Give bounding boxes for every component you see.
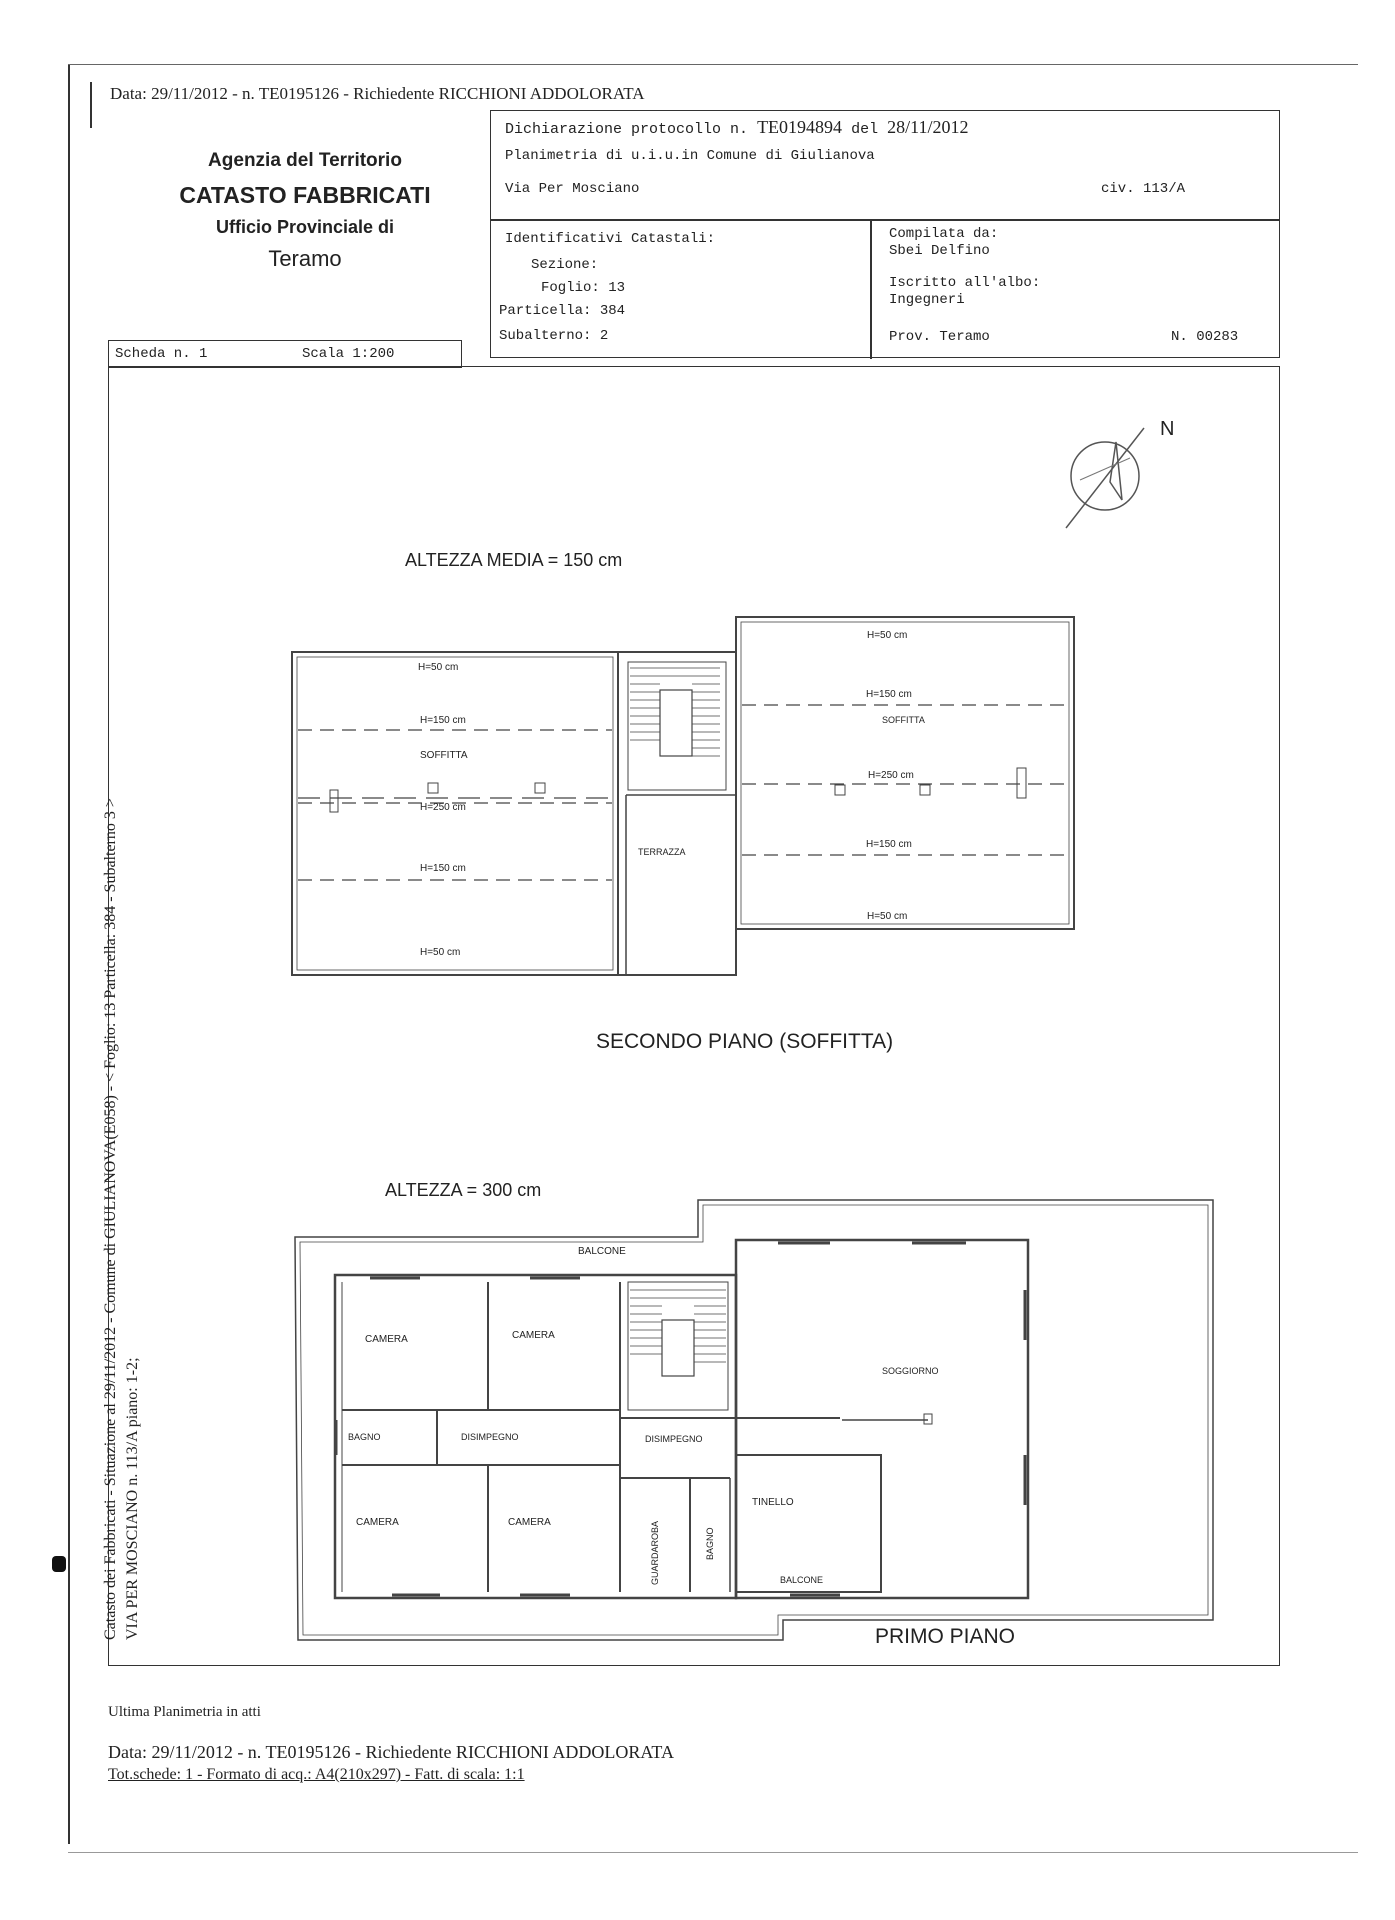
sf-right-h150-bottom: H=150 cm (866, 839, 912, 850)
iscritto-label: Iscritto all'albo: (889, 275, 1041, 291)
footer-data-line: Data: 29/11/2012 - n. TE0195126 - Richiedente RICCHIONI ADDOLORATA (108, 1742, 674, 1762)
ff-camera-1: CAMERA (365, 1334, 408, 1345)
scala-label: Scala 1:200 (302, 346, 395, 362)
protocol-number: TE0194894 (757, 117, 843, 137)
ff-disimpegno-1: DISIMPEGNO (461, 1432, 519, 1442)
civ-line: civ. 113/A (1101, 181, 1186, 197)
identificativi-title: Identificativi Catastali: (505, 231, 716, 247)
sf-right-h50-top: H=50 cm (867, 630, 908, 641)
sf-left-h50-top: H=50 cm (418, 662, 459, 673)
ff-guardaroba: GUARDAROBA (650, 1520, 660, 1585)
provincia-label: Teramo (268, 246, 342, 271)
del-label: del (851, 121, 879, 138)
subalterno-line: Subalterno: 2 (499, 328, 609, 344)
ff-camera-4: CAMERA (508, 1517, 551, 1528)
ff-camera-2: CAMERA (512, 1330, 555, 1341)
iscritto-value: Ingegneri (889, 292, 965, 308)
drawing-frame (108, 366, 1280, 1666)
frame-top-line (68, 64, 1358, 65)
declaration-box (490, 110, 1280, 358)
footer-ultima: Ultima Planimetria in atti (108, 1704, 261, 1720)
scan-mark (52, 1556, 66, 1572)
agency-name: Agenzia del Territorio (208, 150, 402, 171)
sf-terrace: TERRAZZA (638, 847, 686, 857)
foglio-line: Foglio: 13 (541, 280, 626, 296)
compilata-label: Compilata da: (889, 226, 999, 242)
footer-tot-line: Tot.schede: 1 - Formato di acq.: A4(210x297) - Fatt. di scala: 1:1 (108, 1766, 525, 1783)
compass-north-label: N (1160, 418, 1175, 440)
numero-line: N. 00283 (1171, 329, 1239, 345)
protocol-date: 28/11/2012 (887, 117, 969, 137)
second-floor-height-note: ALTEZZA MEDIA = 150 cm (405, 550, 623, 570)
second-floor-title: SECONDO PIANO (SOFFITTA) (596, 1030, 894, 1053)
scheda-box (108, 340, 462, 368)
sezione-line: Sezione: (531, 257, 599, 273)
ff-bagno-1: BAGNO (348, 1432, 381, 1442)
side-text-1: Catasto dei Fabbricati - Situazione al 29/11/2012 - Comune di GIULIANOVA(E058) - < Foglio: 13 Particella: 384 - Subalterno 3 > (102, 798, 119, 1640)
frame-left-line (68, 64, 70, 1844)
prov-line: Prov. Teramo (889, 329, 990, 345)
planimetria-line: Planimetria di u.i.u.in Comune di Giulianova (505, 148, 875, 164)
declaration-line (505, 117, 968, 138)
first-floor-height-note: ALTEZZA = 300 cm (385, 1180, 542, 1200)
ff-soggiorno: SOGGIORNO (882, 1366, 939, 1376)
sf-right-room: SOFFITTA (882, 715, 925, 725)
sf-left-h50-bottom: H=50 cm (420, 947, 461, 958)
compilata-name: Sbei Delfino (889, 243, 990, 259)
frame-bottom-line (68, 1852, 1358, 1853)
header-request-line: Data: 29/11/2012 - n. TE0195126 - Richiedente RICCHIONI ADDOLORATA (110, 84, 645, 103)
ff-disimpegno-2: DISIMPEGNO (645, 1434, 703, 1444)
sf-left-room: SOFFITTA (420, 750, 468, 761)
particella-line: Particella: 384 (499, 303, 626, 319)
declaration-label: Dichiarazione protocollo n. (505, 121, 749, 138)
scheda-label: Scheda n. 1 (115, 346, 208, 362)
side-text-2: VIA PER MOSCIANO n. 113/A piano: 1-2; (124, 1357, 141, 1640)
sf-right-h150-top: H=150 cm (866, 689, 912, 700)
via-line: Via Per Mosciano (505, 181, 640, 197)
declaration-divider-v (870, 219, 872, 359)
ufficio-label: Ufficio Provinciale di (215, 217, 395, 237)
compass-icon (1060, 420, 1170, 530)
sf-left-h150-bottom: H=150 cm (420, 863, 466, 874)
sf-right-h50-bottom: H=50 cm (867, 911, 908, 922)
sf-left-h150-top: H=150 cm (420, 715, 466, 726)
ff-camera-3: CAMERA (356, 1517, 399, 1528)
ff-tinello: TINELLO (752, 1497, 794, 1508)
ff-balcone-bottom: BALCONE (780, 1575, 824, 1585)
catasto-title: CATASTO FABBRICATI (179, 182, 431, 208)
top-margin-mark (90, 82, 92, 128)
first-floor-title: PRIMO PIANO (875, 1625, 1016, 1648)
ff-balcone-top: BALCONE (578, 1246, 626, 1257)
declaration-divider-h (491, 219, 1279, 221)
ff-bagno-2: BAGNO (705, 1527, 715, 1560)
sf-left-h250: H=250 cm (420, 802, 466, 813)
sf-right-h250: H=250 cm (868, 770, 914, 781)
